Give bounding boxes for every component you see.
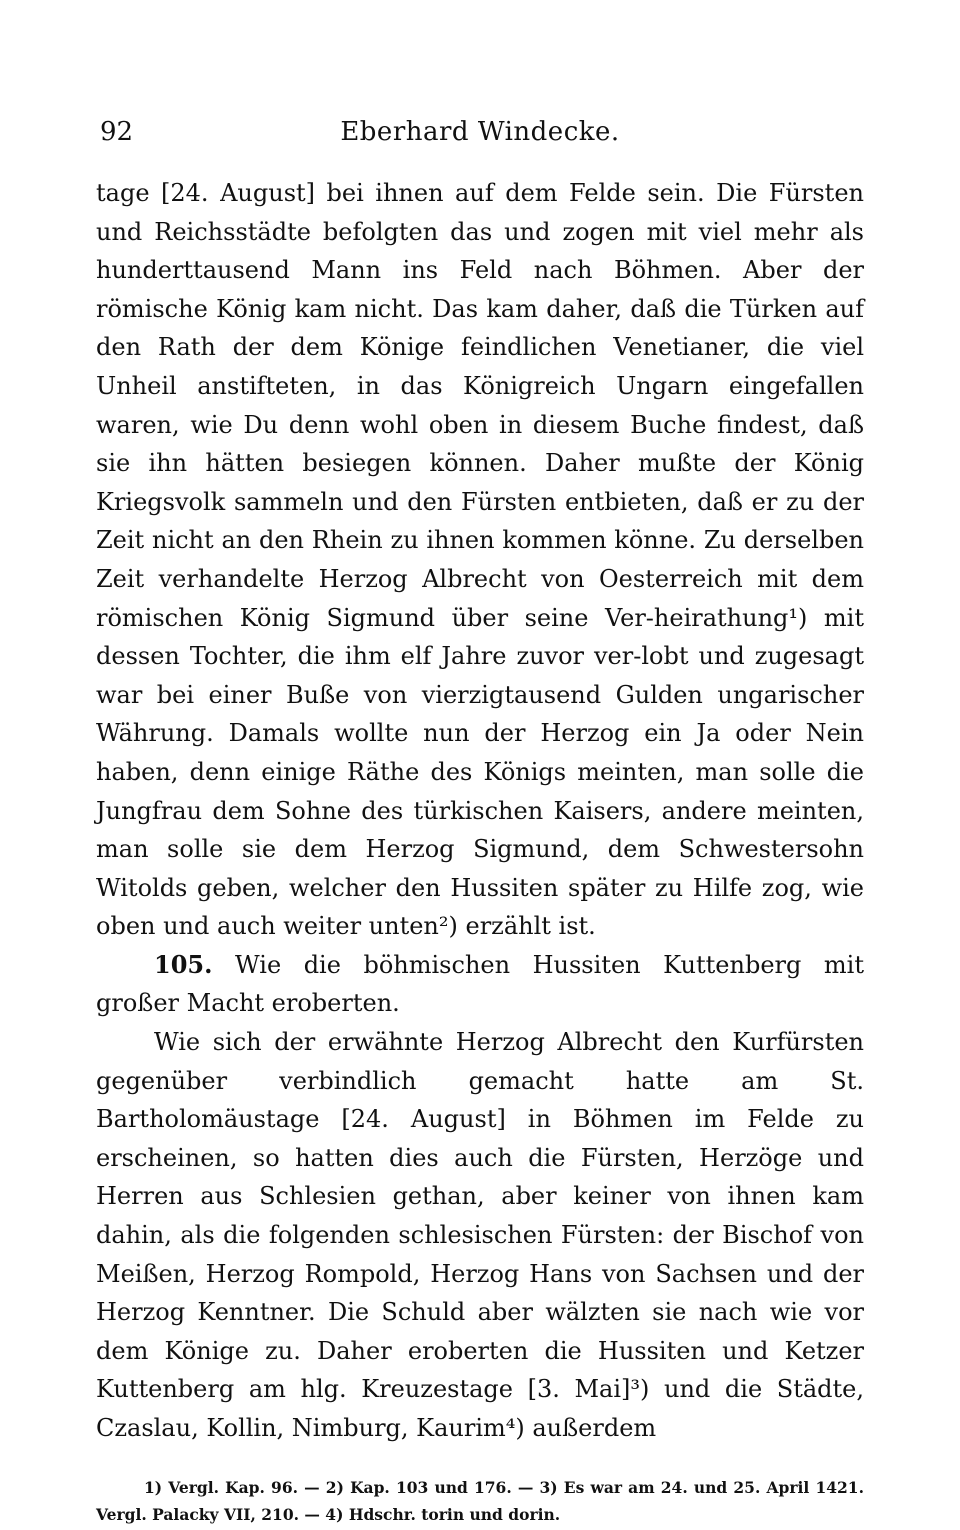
page-header xyxy=(96,110,864,154)
running-title: Eberhard Windecke. xyxy=(340,117,620,147)
main-text xyxy=(96,174,864,1448)
page-number: 92 xyxy=(100,117,134,147)
footnote-text: 1) Vergl. Kap. 96. — 2) Kap. 103 und 176. — 3) Es war am 24. und 25. April 1421. Vergl. Palacky VII, 210. — 4) Hdschr. torin und dorin. xyxy=(96,1477,864,1524)
paragraph: tage [24. August] bei ihnen auf dem Felde sein. Die Fürsten und Reichsstädte befolgten das und zogen mit viel mehr als hunderttausend Mann ins Feld nach Böhmen. Aber der römische König kam nicht. Das kam daher, daß die Türken auf den Rath der dem Könige feindlichen Venetianer, die viel Unheil anstifteten, in das Königreich Ungarn eingefallen waren, wie Du denn wohl oben in diesem Buche findest, daß sie ihn hätten besiegen können. Daher mußte der König Kriegsvolk sammeln und den Fürsten entbieten, daß er zu der Zeit nicht an den Rhein zu ihnen kommen könne. Zu derselben Zeit verhandelte Herzog Albrecht von Oesterreich mit dem römischen König Sigmund über seine Ver-heirathung¹) mit dessen Tochter, die ihm elf Jahre zuvor ver-lobt und zugesagt war bei einer Buße von vierzigtausend Gulden ungarischer Währung. Damals wollte nun der Herzog ein Ja oder Nein haben, denn einige Räthe des Königs meinten, man solle die Jungfrau dem Sohne des türkischen Kaisers, andere meinten, man solle sie dem Herzog Sigmund, dem Schwestersohn Witolds geben, welcher den Hussiten später zu Hilfe zog, wie oben und auch weiter unten²) erzählt ist. xyxy=(96,179,864,941)
book-page xyxy=(96,110,864,1524)
chapter-number: 105. xyxy=(154,949,213,979)
paragraph: Wie sich der erwähnte Herzog Albrecht den Kurfürsten gegenüber verbindlich gemacht hatte am St. Bartholomäustage [24. August] in Böhmen im Felde zu erscheinen, so hatten dies auch die Fürsten, Herzöge und Herren aus Schlesien gethan, aber keiner von ihnen kam dahin, als die folgenden schlesischen Fürsten: der Bischof von Meißen, Herzog Rompold, Herzog Hans von Sachsen und der Herzog Kenntner. Die Schuld aber wälzten sie nach wie vor dem Könige zu. Daher eroberten die Hussiten und Ketzer Kuttenberg am hlg. Kreuzestage [3. Mai]³) und die Städte, Czaslau, Kollin, Nimburg, Kaurim⁴) außerdem xyxy=(96,1028,864,1442)
chapter-title: Wie die böhmischen Hussiten Kuttenberg mit großer Macht eroberten. xyxy=(96,950,864,1018)
footnotes xyxy=(96,1474,864,1528)
chapter-heading xyxy=(96,946,864,1023)
